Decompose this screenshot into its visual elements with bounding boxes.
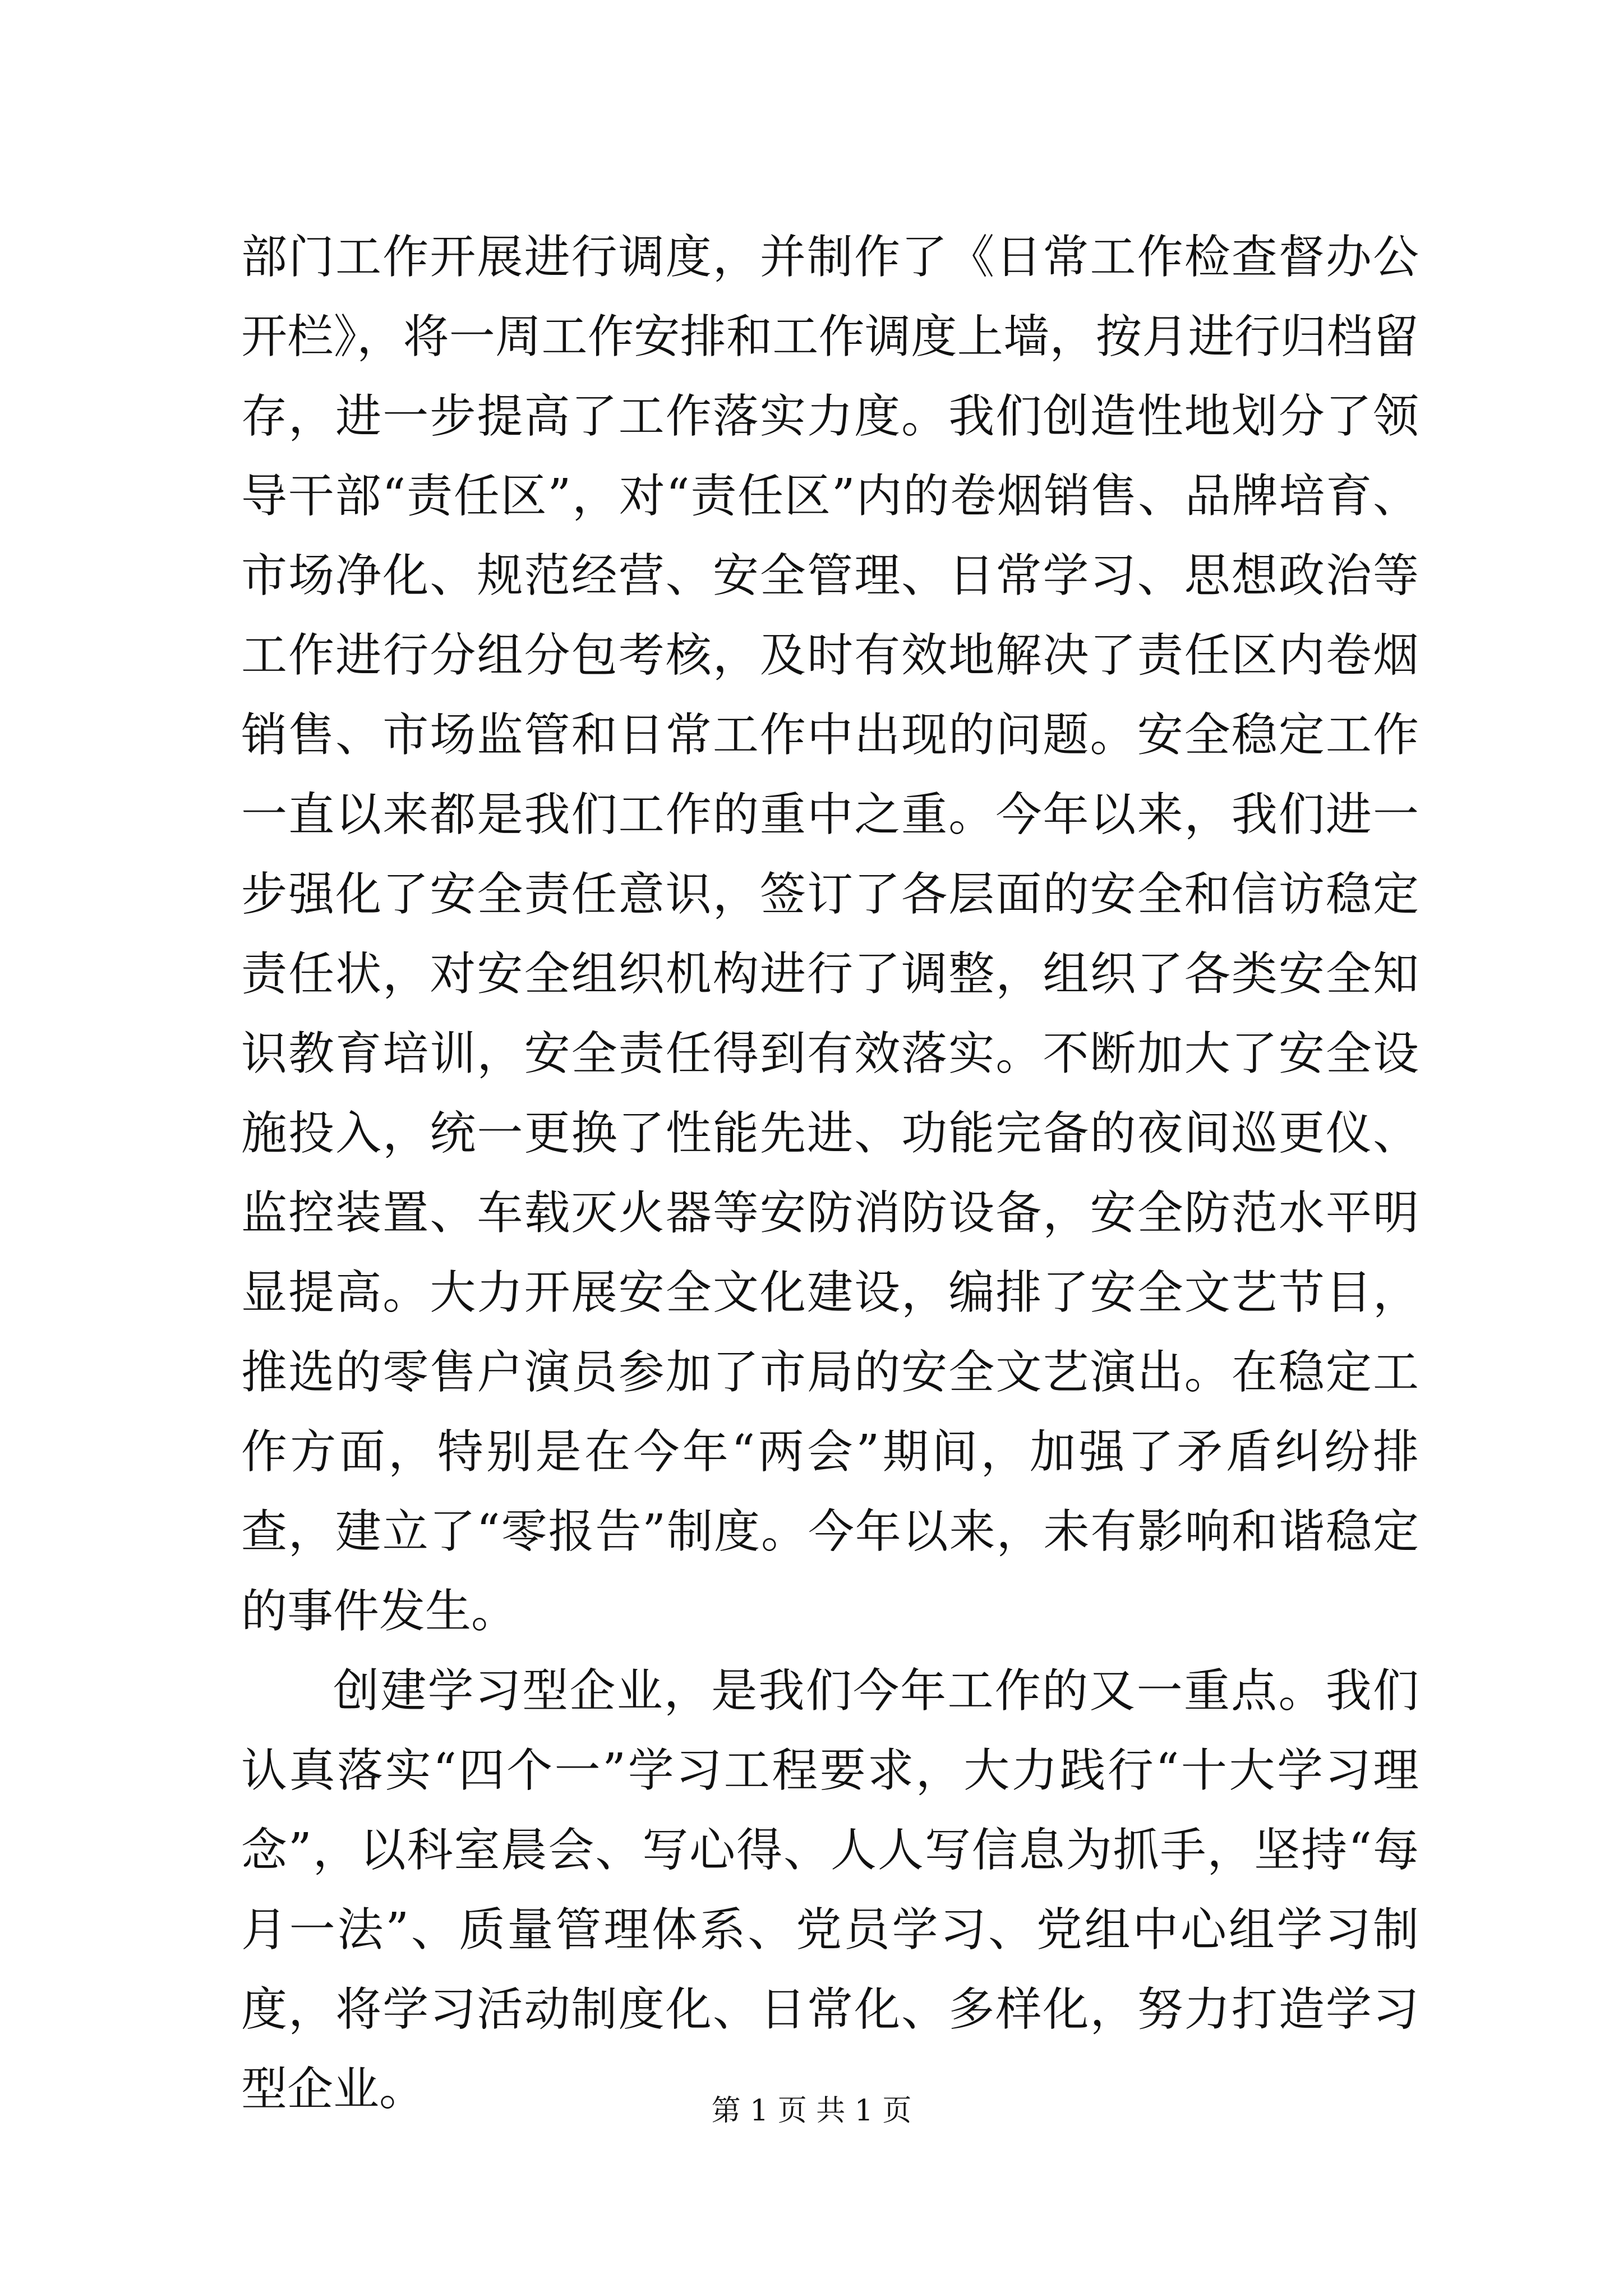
document-body: [241, 218, 1419, 2129]
page-footer: 第 1 页 共 1 页: [711, 2094, 912, 2128]
paragraph-2: 创建学习型企业，是我们今年工作的又一重点。我们认真落实“四个一”学习工程要求，大力践行“十大学习理念”，以科室晨会、写心得、人人写信息为抓手，坚持“每月一法”、质量管理体系、党员学习、党组中心组学习制度，将学习活动制度化、日常化、多样化，努力打造学习型企业。: [241, 1664, 1419, 2116]
paragraph-1: 部门工作开展进行调度，并制作了《日常工作检查督办公开栏》，将一周工作安排和工作调度上墙，按月进行归档留存，进一步提高了工作落实力度。我们创造性地划分了领导干部“责任区”，对“责任区”内的卷烟销售、品牌培育、市场净化、规范经营、安全管理、日常学习、思想政治等工作进行分组分包考核，及时有效地解决了责任区内卷烟销售、市场监管和日常工作中出现的问题。安全稳定工作一直以来都是我们工作的重中之重。今年以来，我们进一步强化了安全责任意识，签订了各层面的安全和信访稳定责任状，对安全组织机构进行了调整，组织了各类安全知识教育培训，安全责任得到有效落实。不断加大了安全设施投入，统一更换了性能先进、功能完备的夜间巡更仪、监控装置、车载灭火器等安防消防设备，安全防范水平明显提高。大力开展安全文化建设，编排了安全文艺节目，推选的零售户演员参加了市局的安全文艺演出。在稳定工作方面，特别是在今年“两会”期间，加强了矛盾纠纷排查，建立了“零报告”制度。今年以来，未有影响和谐稳定的事件发生。: [241, 231, 1419, 1638]
